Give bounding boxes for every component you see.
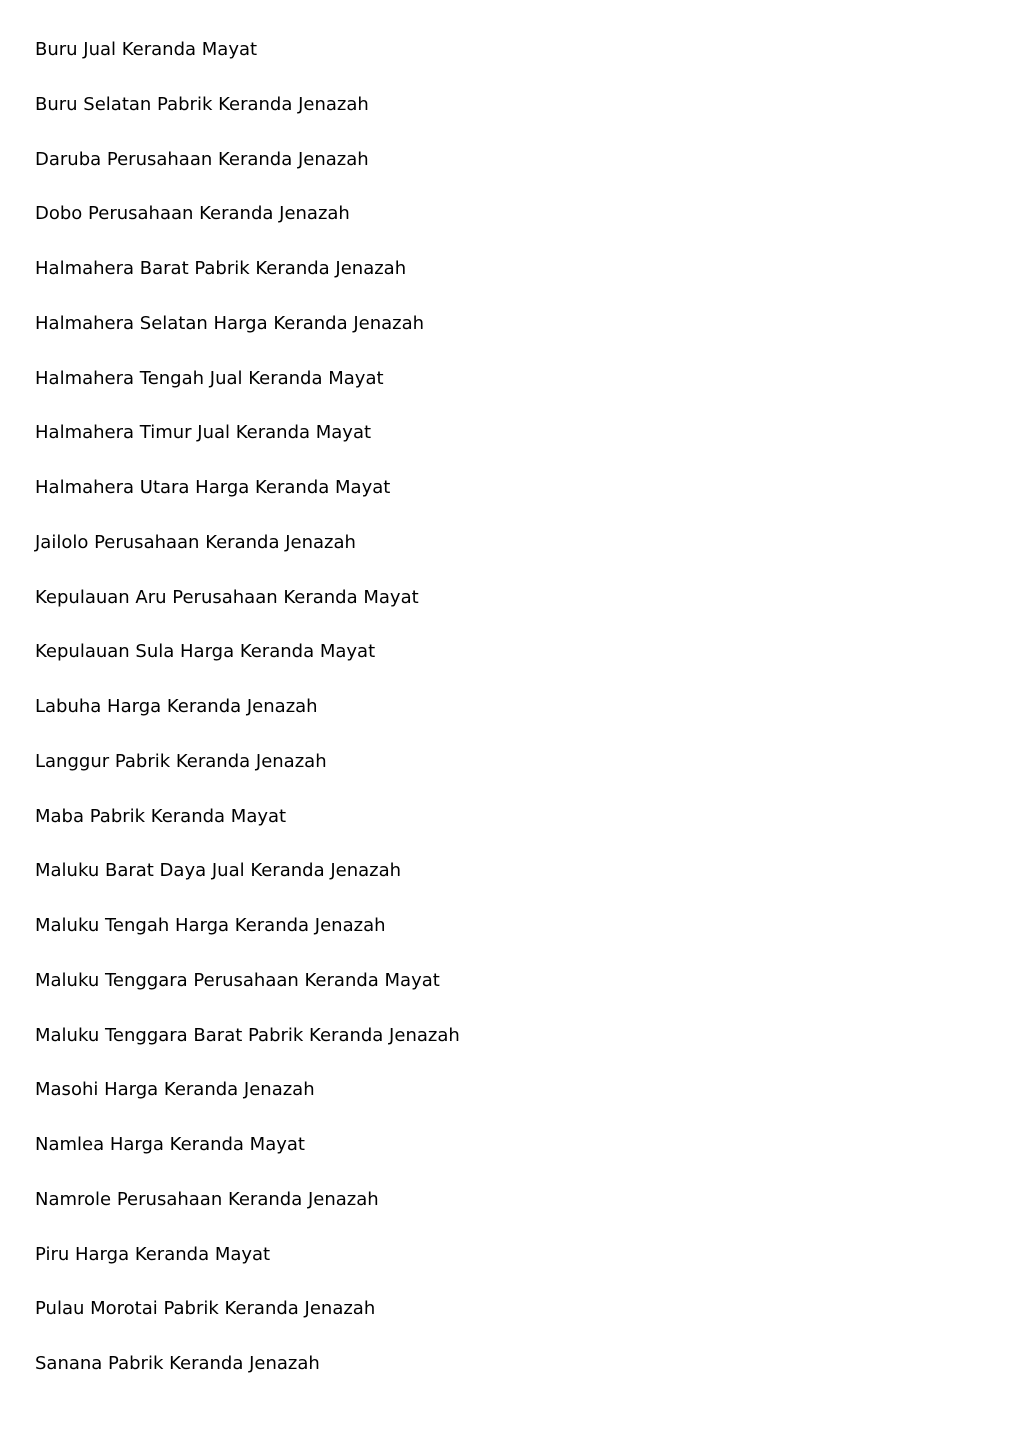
list-item: Halmahera Selatan Harga Keranda Jenazah <box>35 312 425 334</box>
list-item: Halmahera Utara Harga Keranda Mayat <box>35 477 391 498</box>
list-item: Maba Pabrik Keranda Mayat <box>35 805 287 827</box>
list-item: Piru Harga Keranda Mayat <box>35 1243 271 1265</box>
document-line-list <box>35 37 460 1406</box>
list-item: Maluku Tenggara Barat Pabrik Keranda Jenazah <box>35 1024 460 1046</box>
list-item: Halmahera Barat Pabrik Keranda Jenazah <box>35 258 407 279</box>
list-item: Halmahera Timur Jual Keranda Mayat <box>35 422 372 444</box>
list-item: Dobo Perusahaan Keranda Jenazah <box>35 203 350 225</box>
list-item: Maluku Tengah Harga Keranda Jenazah <box>35 915 386 936</box>
list-item: Maluku Tenggara Perusahaan Keranda Mayat <box>35 969 440 991</box>
list-item: Masohi Harga Keranda Jenazah <box>35 1079 315 1101</box>
list-item: Kepulauan Sula Harga Keranda Mayat <box>35 641 376 663</box>
list-item: Langgur Pabrik Keranda Jenazah <box>35 750 327 772</box>
list-item: Jailolo Perusahaan Keranda Jenazah <box>35 531 356 553</box>
list-item: Pulau Morotai Pabrik Keranda Jenazah <box>35 1298 376 1320</box>
list-item: Sanana Pabrik Keranda Jenazah <box>35 1353 320 1374</box>
list-item: Labuha Harga Keranda Jenazah <box>35 696 318 717</box>
list-item: Buru Selatan Pabrik Keranda Jenazah <box>35 93 369 115</box>
list-item: Daruba Perusahaan Keranda Jenazah <box>35 148 369 170</box>
list-item: Namlea Harga Keranda Mayat <box>35 1134 305 1155</box>
list-item: Maluku Barat Daya Jual Keranda Jenazah <box>35 860 402 882</box>
list-item: Kepulauan Aru Perusahaan Keranda Mayat <box>35 586 419 608</box>
list-item: Namrole Perusahaan Keranda Jenazah <box>35 1188 379 1210</box>
list-item: Buru Jual Keranda Mayat <box>35 39 258 60</box>
list-item: Halmahera Tengah Jual Keranda Mayat <box>35 367 384 389</box>
